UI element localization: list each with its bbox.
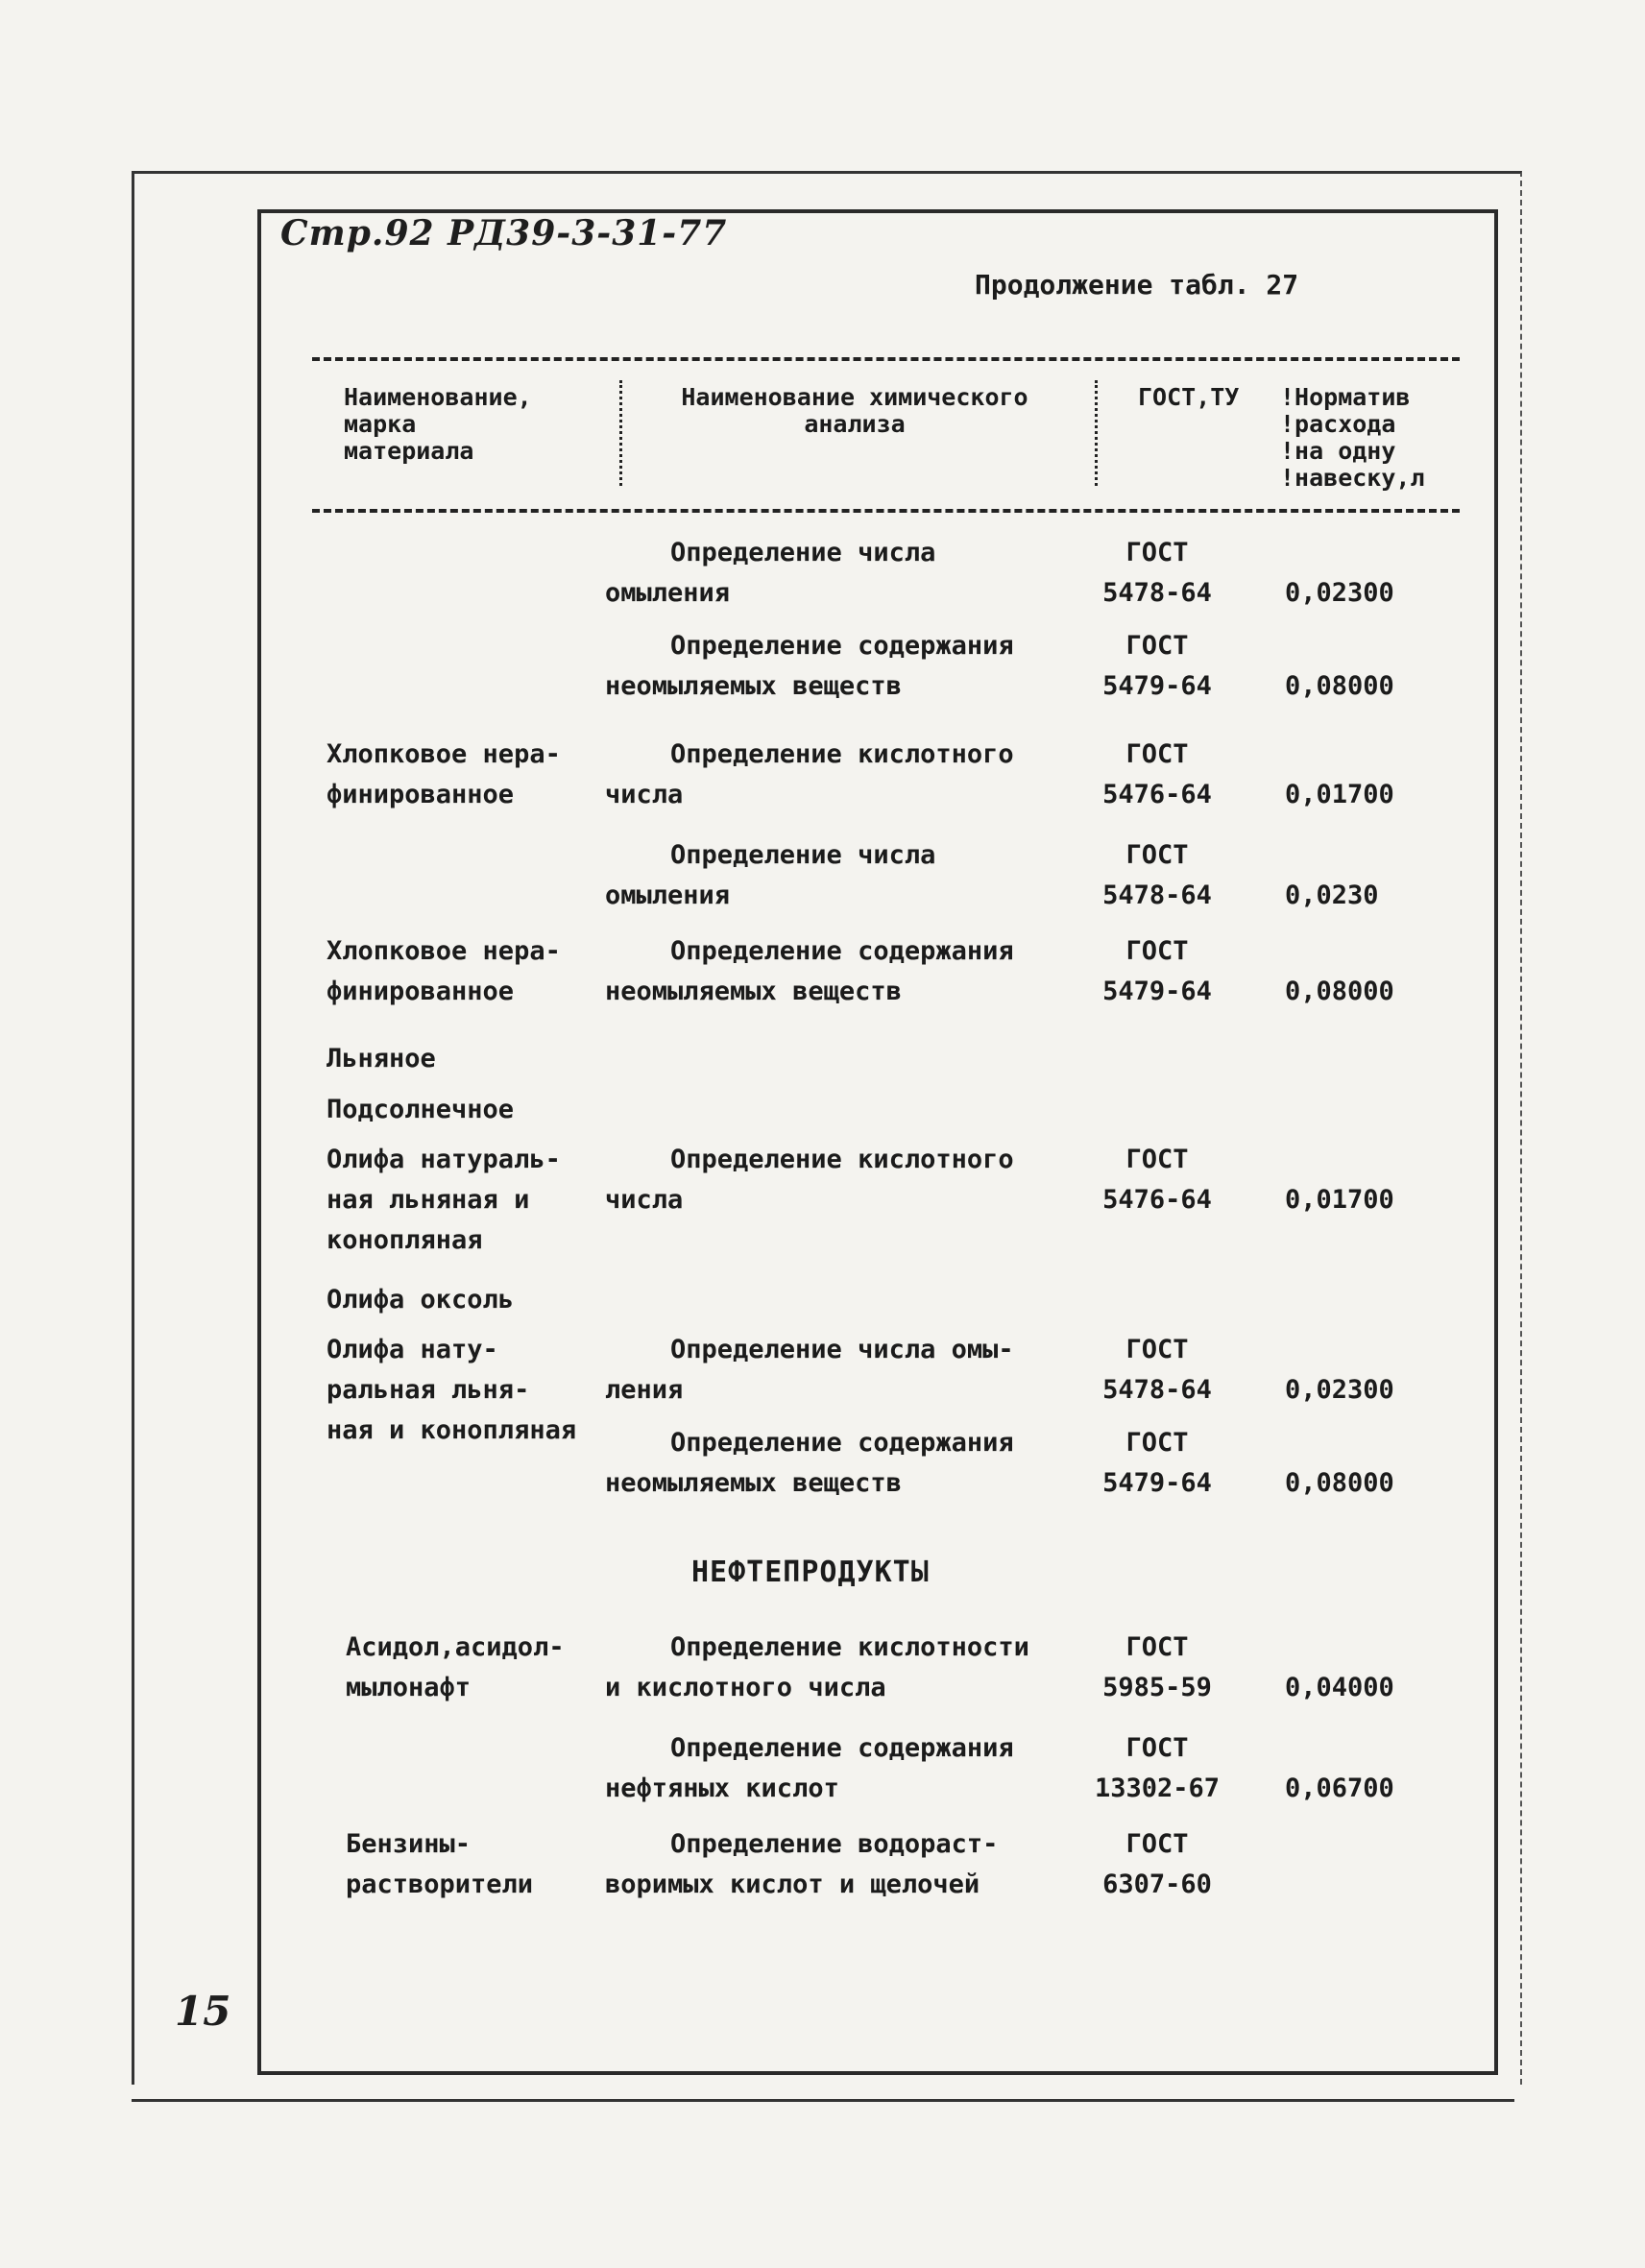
- analysis-cell: [605, 835, 1066, 916]
- gost-cell: [1085, 835, 1229, 916]
- norm-cell: 0,02300: [1285, 578, 1394, 608]
- header-gost: ГОСТ,ТУ: [1138, 383, 1240, 411]
- bottom-rule: [132, 2099, 1514, 2102]
- analysis-cell: [605, 1824, 1066, 1905]
- gost-line-1: ГОСТ: [1125, 1335, 1189, 1364]
- analysis-cell: [605, 1628, 1066, 1708]
- norm-cell: 0,08000: [1285, 1468, 1394, 1498]
- analysis-line-1: Определение числа: [670, 538, 936, 567]
- gost-line-2: 5478-64: [1102, 881, 1212, 910]
- gost-line-2: 5479-64: [1102, 977, 1212, 1006]
- gost-line-1: ГОСТ: [1125, 1829, 1189, 1859]
- gost-cell: [1085, 931, 1229, 1012]
- gost-line-2: 5985-59: [1102, 1673, 1212, 1702]
- analysis-cell: [605, 1423, 1066, 1504]
- gost-line-2: 13302-67: [1094, 1773, 1221, 1803]
- table-continuation: Продолжение табл. 27: [975, 269, 1299, 301]
- analysis-line-2: неомыляемых веществ: [605, 977, 902, 1006]
- analysis-cell: [605, 626, 1066, 707]
- gost-cell: [1085, 1140, 1229, 1220]
- gost-line-1: ГОСТ: [1125, 538, 1189, 567]
- gost-line-2: 5478-64: [1102, 578, 1212, 608]
- analysis-line-1: Определение водораст-: [670, 1829, 999, 1859]
- material-cell: Хлопковое нера- финированное: [327, 739, 561, 809]
- gost-line-1: ГОСТ: [1125, 1145, 1189, 1174]
- gost-line-1: ГОСТ: [1125, 739, 1189, 769]
- section-title: НЕФТЕПРОДУКТЫ: [691, 1556, 930, 1589]
- analysis-line-1: Определение содержания: [670, 1733, 1014, 1763]
- analysis-line-2: числа: [605, 780, 684, 809]
- analysis-line-2: и кислотного числа: [605, 1673, 886, 1702]
- gost-line-2: 6307-60: [1102, 1870, 1212, 1899]
- gost-line-1: ГОСТ: [1125, 1632, 1189, 1662]
- page-reference: Стр.92 РД39-3-31-77: [280, 213, 728, 253]
- analysis-cell: [605, 931, 1066, 1012]
- header-separator: [1095, 380, 1098, 486]
- norm-cell: 0,02300: [1285, 1375, 1394, 1405]
- gost-line-1: ГОСТ: [1125, 840, 1189, 870]
- analysis-line-2: ления: [605, 1375, 684, 1405]
- analysis-cell: [605, 533, 1066, 614]
- gost-line-2: 5479-64: [1102, 671, 1212, 701]
- analysis-line-1: Определение числа: [670, 840, 936, 870]
- analysis-line-1: Определение числа омы-: [670, 1335, 1014, 1364]
- analysis-line-2: неомыляемых веществ: [605, 671, 902, 701]
- header-analysis: Наименование химического анализа: [681, 383, 1028, 438]
- analysis-line-2: числа: [605, 1185, 684, 1215]
- material-cell: Олифа натураль- ная льняная и конопляная: [327, 1145, 561, 1255]
- header-material: Наименование, марка материала: [344, 383, 532, 465]
- gost-line-1: ГОСТ: [1125, 631, 1189, 661]
- norm-cell: 0,01700: [1285, 1185, 1394, 1215]
- analysis-line-1: Определение кислотности: [670, 1632, 1029, 1662]
- norm-cell: 0,08000: [1285, 671, 1394, 701]
- gost-cell: [1085, 735, 1229, 815]
- analysis-line-2: нефтяных кислот: [605, 1773, 839, 1803]
- analysis-line-1: Определение содержания: [670, 631, 1014, 661]
- norm-cell: 0,01700: [1285, 780, 1394, 809]
- material-cell: Хлопковое нера- финированное: [327, 936, 561, 1006]
- material-cell: Льняное: [327, 1044, 436, 1074]
- gost-line-1: ГОСТ: [1125, 1733, 1189, 1763]
- material-cell: Олифа нату- ральная льня- ная и конопляная: [327, 1335, 577, 1445]
- gost-cell: [1085, 1628, 1229, 1708]
- sheet-number: 15: [175, 1988, 231, 2035]
- analysis-cell: [605, 735, 1066, 815]
- analysis-line-1: Определение кислотного: [670, 1145, 1014, 1174]
- analysis-cell: [605, 1330, 1066, 1411]
- analysis-line-2: омыления: [605, 578, 731, 608]
- material-cell: Бензины- растворители: [346, 1829, 534, 1899]
- analysis-line-2: неомыляемых веществ: [605, 1468, 902, 1498]
- gost-line-1: ГОСТ: [1125, 936, 1189, 966]
- gost-line-1: ГОСТ: [1125, 1428, 1189, 1458]
- material-cell: Подсолнечное: [327, 1095, 515, 1124]
- analysis-cell: [605, 1728, 1066, 1809]
- gost-cell: [1085, 1824, 1229, 1905]
- gost-cell: [1085, 1728, 1229, 1809]
- analysis-cell: [605, 1140, 1066, 1220]
- header-norm: !Норматив !расхода !на одну !навеску,л: [1280, 383, 1425, 492]
- header-top-rule: [312, 357, 1460, 361]
- analysis-line-1: Определение содержания: [670, 1428, 1014, 1458]
- analysis-line-1: Определение содержания: [670, 936, 1014, 966]
- gost-cell: [1085, 533, 1229, 614]
- gost-cell: [1085, 1330, 1229, 1411]
- gost-line-2: 5476-64: [1102, 1185, 1212, 1215]
- analysis-line-2: омыления: [605, 881, 731, 910]
- header-separator: [619, 380, 622, 486]
- analysis-line-2: воримых кислот и щелочей: [605, 1870, 980, 1899]
- norm-cell: 0,06700: [1285, 1773, 1394, 1803]
- gost-line-2: 5476-64: [1102, 780, 1212, 809]
- gost-line-2: 5479-64: [1102, 1468, 1212, 1498]
- norm-cell: 0,0230: [1285, 881, 1379, 910]
- gost-line-2: 5478-64: [1102, 1375, 1212, 1405]
- material-cell: Асидол,асидол- мылонафт: [346, 1632, 565, 1702]
- analysis-line-1: Определение кислотного: [670, 739, 1014, 769]
- norm-cell: 0,08000: [1285, 977, 1394, 1006]
- norm-cell: 0,04000: [1285, 1673, 1394, 1702]
- gost-cell: [1085, 1423, 1229, 1504]
- material-cell: Олифа оксоль: [327, 1285, 515, 1315]
- header-bottom-rule: [312, 509, 1460, 513]
- gost-cell: [1085, 626, 1229, 707]
